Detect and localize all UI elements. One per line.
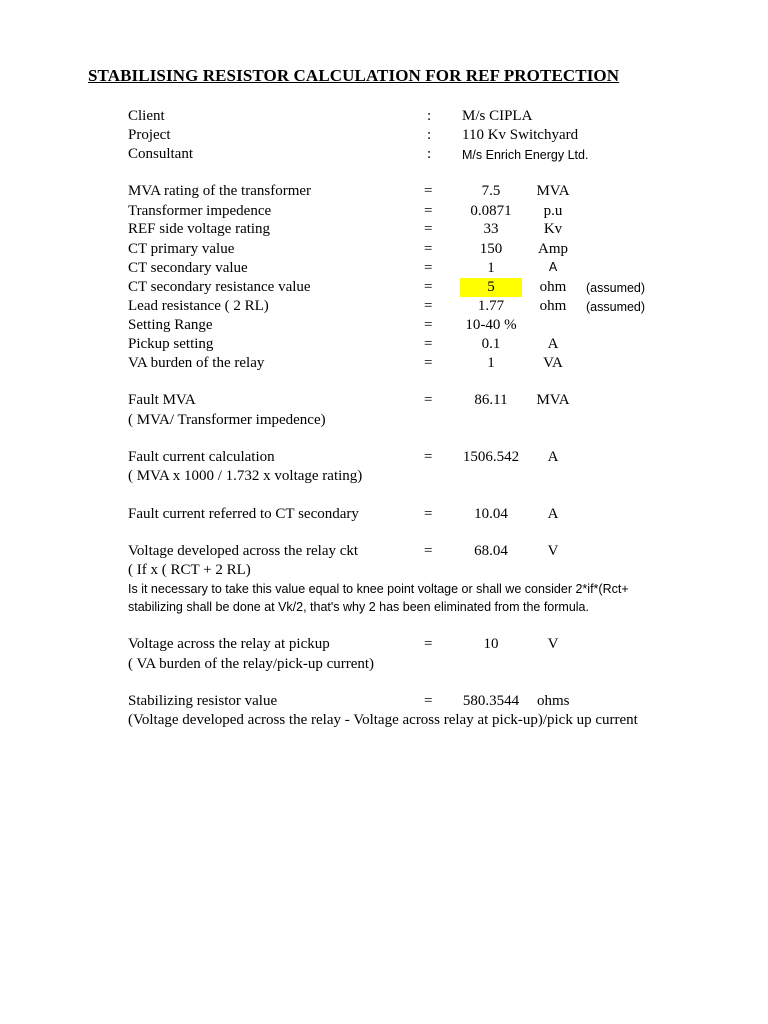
voltage-pickup-unit: V (547, 636, 559, 652)
voltage-developed-formula: ( If x ( RCT + 2 RL) (128, 562, 251, 578)
project-sep: : (427, 127, 432, 143)
param-value: 1 (487, 355, 495, 371)
param-label: MVA rating of the transformer (128, 183, 312, 199)
fault-current-formula: ( MVA x 1000 / 1.732 x voltage rating) (128, 468, 363, 484)
fault-mva-sep: = (424, 392, 433, 408)
param-unit: A (547, 336, 559, 352)
fault-ct-secondary-unit: A (547, 506, 559, 522)
fault-mva-formula: ( MVA/ Transformer impedence) (128, 412, 326, 428)
fault-ct-secondary-label: Fault current referred to CT secondary (128, 506, 359, 522)
comment-line: stabilizing shall be done at Vk/2, that's why 2 has been eliminated from the formula. (128, 600, 589, 614)
param-label: CT secondary value (128, 260, 248, 276)
param-note: (assumed) (586, 281, 646, 295)
param-unit: MVA (536, 183, 570, 199)
consultant-value: M/s Enrich Energy Ltd. (462, 148, 589, 162)
param-sep: = (424, 260, 433, 276)
param-sep: = (424, 279, 433, 295)
fault-mva-label: Fault MVA (128, 392, 196, 408)
param-value: 7.5 (481, 183, 501, 199)
param-label: Transformer impedence (128, 203, 272, 219)
param-label: CT primary value (128, 241, 235, 257)
param-unit: ohm (539, 279, 567, 295)
param-value-highlighted: 5 (460, 278, 522, 297)
param-value: 1 (487, 260, 495, 276)
fault-current-sep: = (424, 449, 433, 465)
page-title: STABILISING RESISTOR CALCULATION FOR REF PROTECTION (88, 66, 620, 85)
client-label: Client (128, 108, 165, 124)
stabilizing-value: 580.3544 (462, 693, 520, 709)
param-label: CT secondary resistance value (128, 279, 311, 295)
param-unit: A (548, 260, 558, 274)
param-unit: ohm (539, 298, 567, 314)
consultant-label: Consultant (128, 146, 194, 162)
fault-current-label: Fault current calculation (128, 449, 275, 465)
project-label: Project (128, 127, 171, 143)
comment-line: Is it necessary to take this value equal to knee point voltage or shall we consider 2*if*(Rct+ (128, 582, 629, 596)
param-value: 10-40 % (465, 317, 517, 333)
stabilizing-unit: ohms (537, 693, 570, 709)
fault-ct-secondary-sep: = (424, 506, 433, 522)
fault-current-value: 1506.542 (462, 449, 520, 465)
voltage-pickup-label: Voltage across the relay at pickup (128, 636, 330, 652)
param-sep: = (424, 241, 433, 257)
param-unit: Amp (538, 241, 568, 257)
param-label: Setting Range (128, 317, 213, 333)
voltage-pickup-sep: = (424, 636, 433, 652)
param-label: REF side voltage rating (128, 221, 271, 237)
param-sep: = (424, 183, 433, 199)
param-sep: = (424, 317, 433, 333)
project-value: 110 Kv Switchyard (462, 127, 579, 143)
param-sep: = (424, 203, 433, 219)
fault-ct-secondary-value: 10.04 (474, 506, 508, 522)
param-value: 0.1 (481, 336, 501, 352)
fault-mva-unit: MVA (536, 392, 570, 408)
fault-current-unit: A (547, 449, 559, 465)
param-label: Lead resistance ( 2 RL) (128, 298, 269, 314)
consultant-sep: : (427, 146, 432, 162)
stabilizing-sep: = (424, 693, 433, 709)
param-value: 0.0871 (470, 203, 512, 219)
voltage-pickup-value: 10 (483, 636, 499, 652)
stabilizing-label: Stabilizing resistor value (128, 693, 278, 709)
param-unit: VA (543, 355, 563, 371)
param-unit: p.u (543, 203, 563, 219)
voltage-developed-sep: = (424, 543, 433, 559)
param-value: 1.77 (477, 298, 505, 314)
voltage-developed-value: 68.04 (474, 543, 508, 559)
param-label: VA burden of the relay (128, 355, 265, 371)
fault-mva-value: 86.11 (474, 392, 508, 408)
param-value: 33 (483, 221, 499, 237)
param-sep: = (424, 221, 433, 237)
param-sep: = (424, 298, 433, 314)
param-sep: = (424, 336, 433, 352)
voltage-pickup-formula: ( VA burden of the relay/pick-up current) (128, 656, 375, 672)
param-note: (assumed) (586, 300, 646, 314)
voltage-developed-label: Voltage developed across the relay ckt (128, 543, 359, 559)
client-value: M/s CIPLA (462, 108, 533, 124)
voltage-developed-unit: V (547, 543, 559, 559)
client-sep: : (427, 108, 432, 124)
param-sep: = (424, 355, 433, 371)
param-unit: Kv (543, 221, 563, 237)
stabilizing-formula: (Voltage developed across the relay - Voltage across relay at pick-up)/pick up current (128, 712, 638, 728)
param-value: 150 (479, 241, 503, 257)
param-label: Pickup setting (128, 336, 214, 352)
